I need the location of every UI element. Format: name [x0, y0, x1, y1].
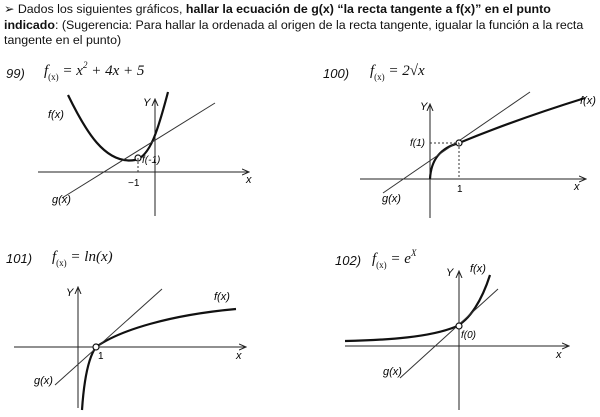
- ln-curve: [82, 309, 236, 410]
- tangent-point: [456, 323, 462, 329]
- g-label: g(x): [52, 194, 71, 206]
- graph-100: [360, 92, 596, 218]
- instructions-part2: : (Sugerencia: Para hallar la ordenada al origen de la recta tangente, igualar la función a la recta tangente en el punto): [4, 17, 584, 47]
- point-label: f(0): [461, 330, 476, 341]
- x-label: x: [556, 349, 562, 361]
- tick-label: −1: [128, 178, 140, 189]
- graph-99: [38, 92, 252, 216]
- y-label: Y: [143, 97, 151, 109]
- x-label: x: [574, 181, 580, 193]
- y-label: Y: [446, 267, 454, 279]
- y-label: Y: [420, 101, 428, 113]
- tangent-point: [93, 344, 99, 350]
- parabola-curve: [68, 92, 168, 160]
- tangent-line: [55, 289, 162, 385]
- g-label: g(x): [383, 366, 402, 378]
- f-label: f(x): [214, 291, 230, 303]
- exercise-102-number: 102): [335, 253, 362, 268]
- exercise-100-number: 100): [323, 66, 350, 81]
- bullet-icon: ➢: [4, 2, 15, 16]
- exercise-101-number: 101): [6, 251, 33, 266]
- tangent-line: [400, 289, 498, 378]
- x-label: x: [236, 350, 242, 362]
- f-label: f(x): [48, 109, 64, 121]
- point-label: f(-1): [142, 155, 161, 166]
- g-label: g(x): [34, 375, 53, 387]
- exercise-102-formula: $f_{(x)} = e^X$: [372, 248, 417, 270]
- exercise-99-formula: $f_{(x)} = x^2 + 4x + 5$: [44, 60, 145, 82]
- exercise-101-formula: $f_{(x)} = \ln(x)$: [52, 249, 113, 268]
- f-label: f(x): [580, 95, 596, 107]
- point-label: f(1): [410, 138, 425, 149]
- y-label: Y: [66, 287, 74, 299]
- tick-label: 1: [457, 184, 463, 195]
- g-label: g(x): [382, 193, 401, 205]
- exercise-99-number: 99): [6, 66, 25, 81]
- tick-label: 1: [98, 351, 104, 362]
- f-label: f(x): [470, 263, 486, 275]
- exercise-100-formula: $f_{(x)} = 2√x$: [370, 63, 425, 82]
- sqrt-curve: [430, 98, 585, 179]
- instructions-bold: hallar la ecuación de g(x) “la recta tangente a f(x)” en el punto indicado: [4, 2, 551, 32]
- instructions-part1: Dados los siguientes gráficos,: [14, 2, 186, 16]
- graph-101: [14, 287, 245, 410]
- graph-102: [345, 263, 568, 410]
- x-label: x: [246, 174, 252, 186]
